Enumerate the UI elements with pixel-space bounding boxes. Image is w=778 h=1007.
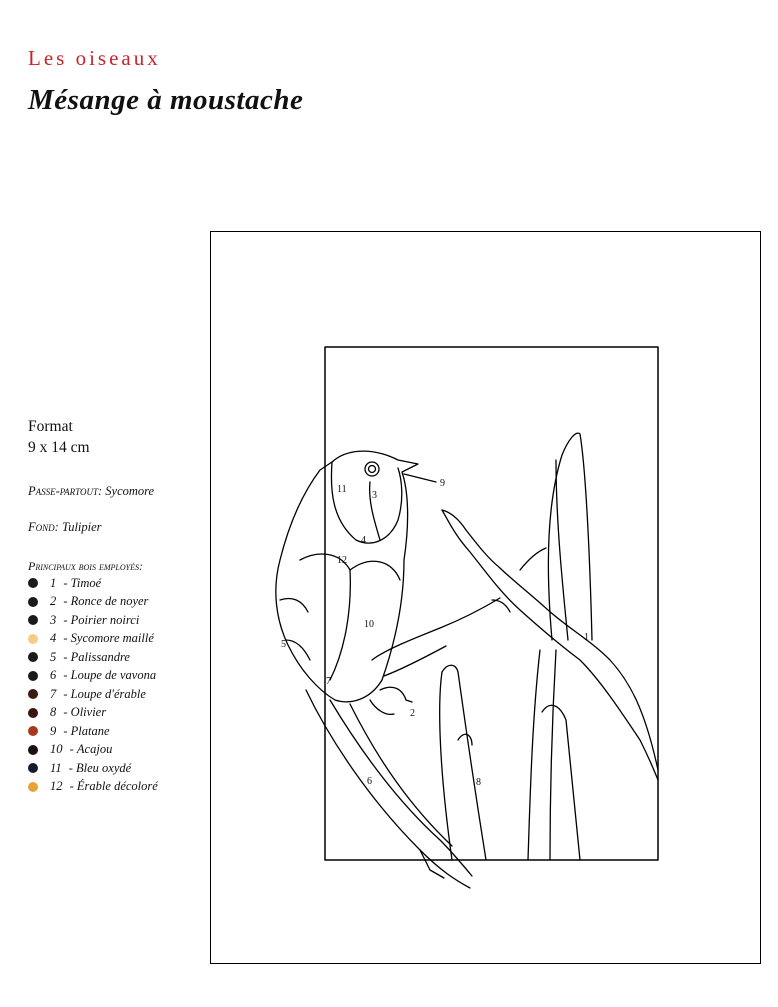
wood-item: 11 - Bleu oxydé [28,759,158,778]
wood-item: 4 - Sycomore maillé [28,630,158,649]
fond-sep: : [54,520,62,534]
wood-name: Platane [70,723,110,738]
wood-number: 6 [50,668,57,683]
drawing-label: 2 [410,708,415,719]
wood-number: 3 [50,612,57,627]
passe-partout-label: Passe-partout [28,484,98,498]
drawing-label: 4 [361,535,366,546]
drawing-label: 10 [364,619,374,630]
wood-name: Loupe de vavona [70,668,157,683]
passe-partout-sep: : [97,484,106,498]
format-size: 9 x 14 cm [28,439,90,456]
wood-number: 12 [50,779,63,794]
wood-name: Palissandre [70,649,130,664]
drawing-label: 3 [372,490,377,501]
wood-name: Sycomore maillé [70,631,154,646]
wood-item: 9 - Platane [28,722,158,741]
wood-name: Loupe d'érable [70,686,146,701]
wood-item: 10 - Acajou [28,741,158,760]
fond-label: Fond [28,520,55,534]
category-title: Les oiseaux [28,46,161,70]
wood-name: Bleu oxydé [76,760,132,775]
drawing-label: 5 [281,639,286,650]
wood-item: 7 - Loupe d'érable [28,685,158,704]
bird-body [276,451,418,702]
drawing-label: 9 [440,478,445,489]
drawing-label: 11 [337,484,347,495]
drawing-label: 1 [584,632,589,643]
passe-partout-value: Sycomore [105,484,155,498]
wood-number: 2 [50,594,57,609]
drawing-label: 8 [476,777,481,788]
wood-name: Acajou [76,742,113,757]
drawing-label: 12 [337,555,347,566]
wood-item: 8 - Olivier [28,704,158,723]
wood-item: 3 - Poirier noirci [28,611,158,630]
bird-eye [365,462,379,476]
wood-name: Poirier noirci [70,612,140,627]
wood-item: 5 - Palissandre [28,648,158,667]
wood-name: Olivier [70,705,107,720]
wood-item: 12 - Érable décoloré [28,778,158,797]
wood-number: 10 [50,742,63,757]
wood-number: 11 [50,760,62,775]
wood-number: 5 [50,649,57,664]
drawing-label: 7 [326,676,331,687]
wood-item: 1 - Timoé [28,574,158,593]
woods-heading: Principaux bois employés: [28,559,143,573]
reed-blade-8 [440,672,452,860]
reed-stalk [528,650,540,860]
wood-item: 2 - Ronce de noyer [28,593,158,612]
wood-number: 9 [50,723,57,738]
wood-number: 8 [50,705,57,720]
wood-item: 6 - Loupe de vavona [28,667,158,686]
bird-chest [350,561,400,580]
wood-number: 1 [50,575,57,590]
branch [442,510,658,770]
page-title: Mésange à moustache [28,84,304,116]
drawing-label: 6 [367,776,372,787]
wood-number: 4 [50,631,57,646]
format-label: Format [28,418,73,435]
wood-name: Ronce de noyer [70,594,149,609]
bird-tail [306,690,470,888]
wood-name: Timoé [70,575,102,590]
fond-value: Tulipier [61,520,102,534]
wood-number: 7 [50,686,57,701]
reed-blade [548,433,592,640]
wood-name: Érable décoloré [76,779,158,794]
